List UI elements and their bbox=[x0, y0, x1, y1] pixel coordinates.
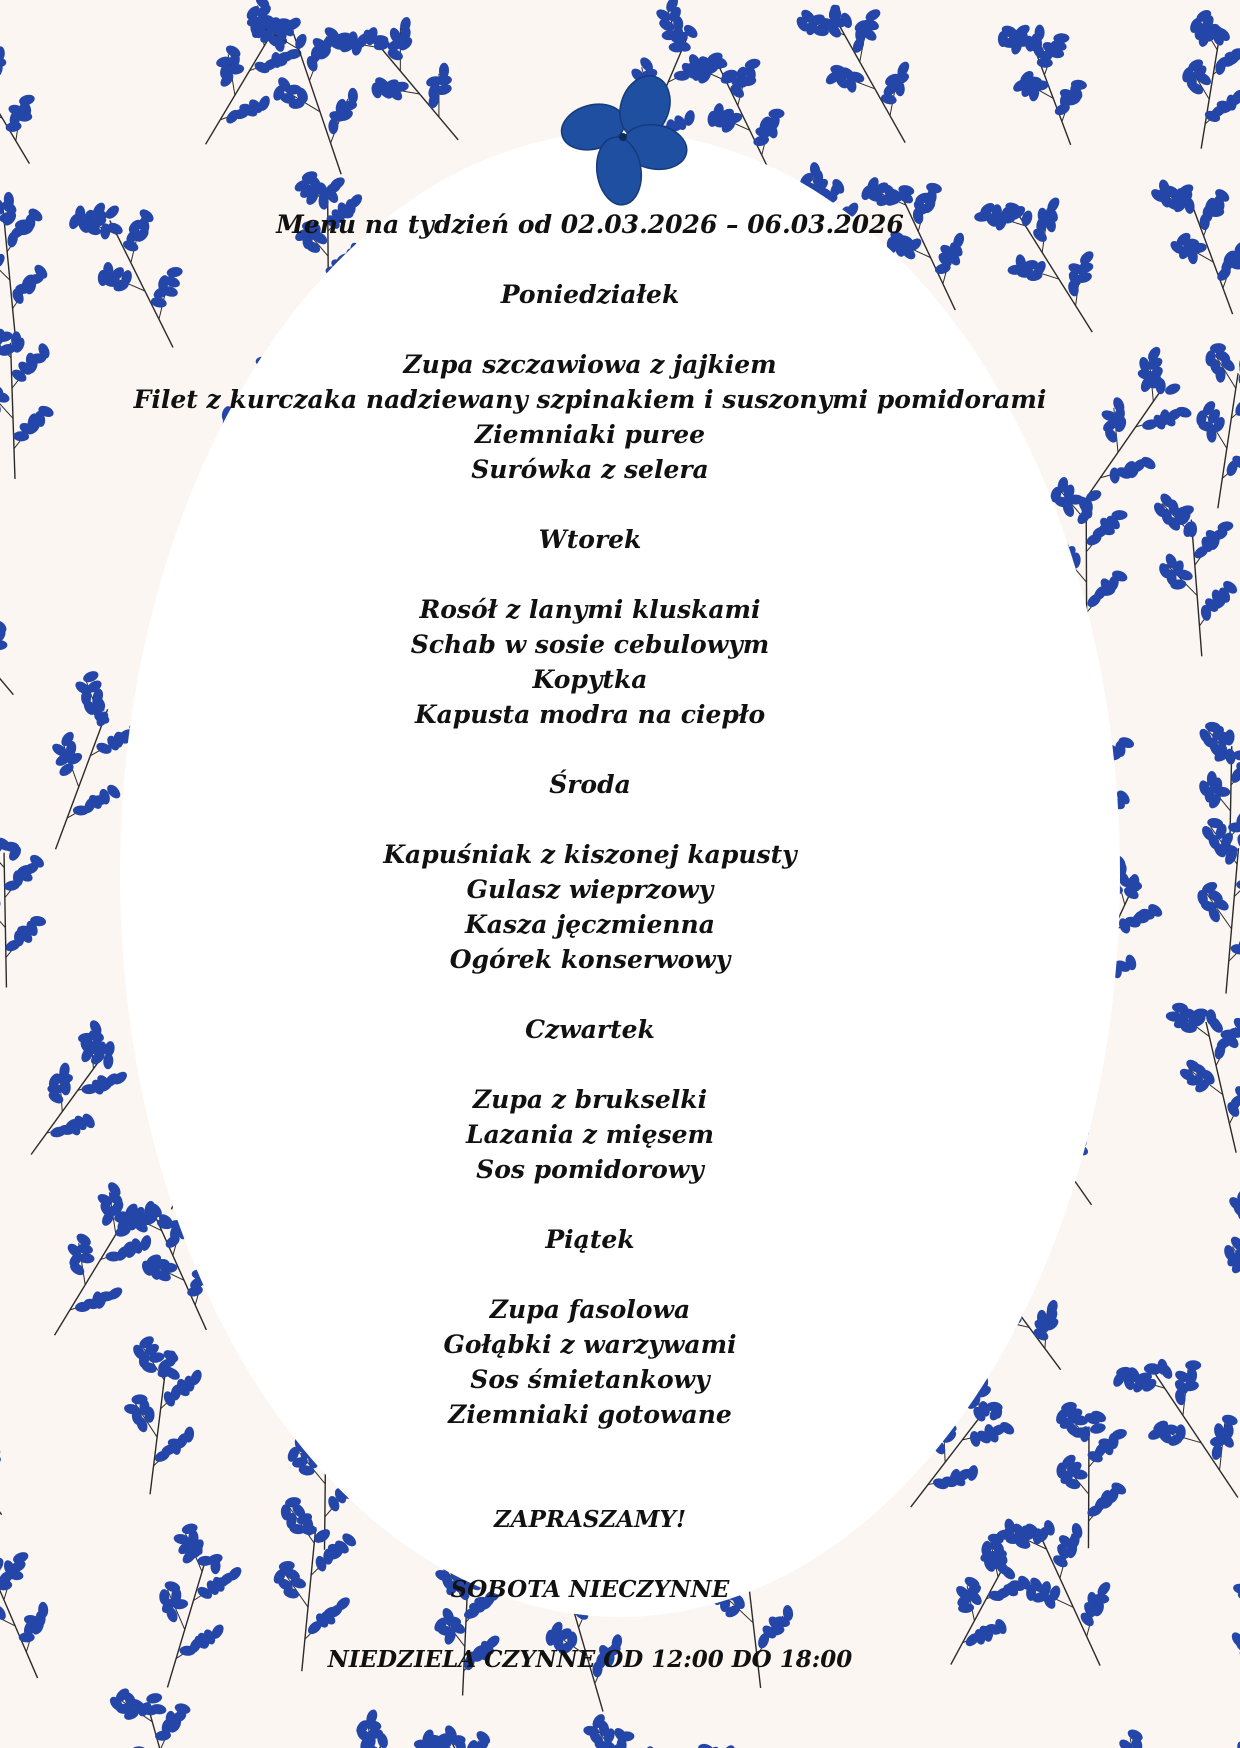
day-heading-friday: Piątek bbox=[545, 1225, 635, 1254]
dish-item: Ziemniaki puree bbox=[474, 420, 706, 449]
day-heading-tuesday: Wtorek bbox=[538, 525, 642, 554]
sunday-hours: NIEDZIELA CZYNNE OD 12:00 DO 18:00 bbox=[327, 1646, 853, 1673]
day-heading-thursday: Czwartek bbox=[525, 1015, 655, 1044]
dish-item: Surówka z selera bbox=[471, 455, 709, 484]
menu-title: Menu na tydzień od 02.03.2026 – 06.03.2026 bbox=[276, 210, 904, 239]
dish-item: Zupa fasolowa bbox=[489, 1295, 691, 1324]
berry-branch-icon bbox=[998, 22, 1088, 145]
dish-item: Kapuśniak z kiszonej kapusty bbox=[383, 840, 797, 869]
dish-item: Kasza jęczmienna bbox=[465, 910, 715, 939]
dish-item: Ogórek konserwowy bbox=[449, 945, 731, 974]
berry-branch-icon bbox=[329, 16, 458, 140]
day-heading-monday: Poniedziałek bbox=[500, 280, 680, 309]
berry-branch-icon bbox=[578, 1712, 656, 1748]
dish-item: Kopytka bbox=[532, 665, 648, 694]
berry-branch-icon bbox=[690, 1742, 786, 1748]
dish-item: Zupa szczawiowa z jajkiem bbox=[403, 350, 777, 379]
day-heading-wednesday: Środa bbox=[549, 770, 631, 799]
berry-branch-icon bbox=[1196, 817, 1240, 994]
invite-text: ZAPRASZAMY! bbox=[493, 1506, 687, 1533]
berry-branch-icon bbox=[1222, 1185, 1240, 1326]
blue-flower-icon bbox=[548, 62, 698, 212]
dish-item: Schab w sosie cebulowym bbox=[410, 630, 770, 659]
berry-branch-icon bbox=[794, 3, 911, 143]
berry-branch-icon bbox=[1080, 1727, 1178, 1748]
dish-item: Kapusta modra na ciepło bbox=[414, 700, 766, 729]
berry-branch-icon bbox=[413, 1723, 517, 1748]
berry-branch-icon bbox=[1229, 1690, 1240, 1748]
weekly-menu bbox=[0, 207, 1180, 1677]
dish-item: Zupa z brukselki bbox=[472, 1085, 708, 1114]
dish-item: Gołąbki z warzywami bbox=[443, 1330, 737, 1359]
dish-item: Lazania z mięsem bbox=[466, 1120, 714, 1149]
berry-branch-icon bbox=[1195, 343, 1240, 509]
saturday-hours: SOBOTA NIECZYNNE bbox=[450, 1576, 730, 1603]
dish-item: Rosół z lanymi kluskami bbox=[419, 595, 761, 624]
berry-branch-icon bbox=[1229, 1570, 1240, 1713]
berry-branch-icon bbox=[323, 1708, 409, 1748]
berry-branch-icon bbox=[0, 44, 36, 164]
dish-item: Filet z kurczaka nadziewany szpinakiem i suszonymi pomidorami bbox=[133, 385, 1047, 414]
berry-branch-icon bbox=[1180, 8, 1240, 149]
berry-branch-icon bbox=[0, 1744, 31, 1748]
dish-item: Ziemniaki gotowane bbox=[448, 1400, 732, 1429]
dish-item: Sos śmietankowy bbox=[470, 1365, 710, 1394]
dish-item: Gulasz wieprzowy bbox=[466, 875, 714, 904]
dish-item: Sos pomidorowy bbox=[476, 1155, 704, 1184]
berry-branch-icon bbox=[107, 1686, 207, 1748]
